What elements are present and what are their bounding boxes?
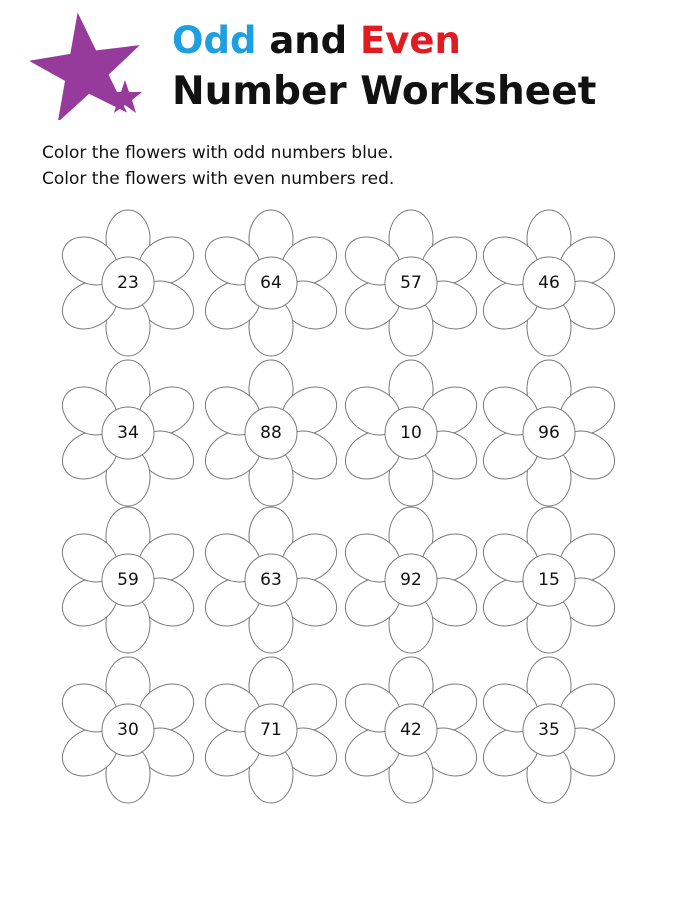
flower[interactable] <box>206 510 336 650</box>
flower-number: 64 <box>260 273 282 293</box>
flower[interactable] <box>63 660 193 800</box>
flower-number: 96 <box>538 423 560 443</box>
flower-number: 92 <box>400 570 422 590</box>
flower[interactable] <box>63 213 193 353</box>
instruction-even: Color the flowers with even numbers red. <box>42 169 395 189</box>
flower-number: 46 <box>538 273 560 293</box>
flower-number: 88 <box>260 423 282 443</box>
title-even-word: Even <box>360 19 461 62</box>
flower-number: 30 <box>117 720 139 740</box>
flower-number: 71 <box>260 720 282 740</box>
flower[interactable] <box>63 363 193 503</box>
flower[interactable] <box>484 510 614 650</box>
flower[interactable] <box>206 363 336 503</box>
flower-number: 10 <box>400 423 422 443</box>
instruction-odd: Color the flowers with odd numbers blue. <box>42 143 394 163</box>
flower[interactable] <box>206 660 336 800</box>
flower[interactable] <box>346 363 476 503</box>
flower-number: 59 <box>117 570 139 590</box>
flower[interactable] <box>484 213 614 353</box>
flower-number: 63 <box>260 570 282 590</box>
title-line-2: Number Worksheet <box>172 69 597 114</box>
flower[interactable] <box>346 660 476 800</box>
flower[interactable] <box>484 660 614 800</box>
flower[interactable] <box>346 510 476 650</box>
flower-number: 34 <box>117 423 139 443</box>
flower-number: 35 <box>538 720 560 740</box>
flower-number: 57 <box>400 273 422 293</box>
flower-number: 42 <box>400 720 422 740</box>
flower[interactable] <box>206 213 336 353</box>
flower[interactable] <box>346 213 476 353</box>
title-odd-word: Odd <box>172 19 257 62</box>
flower[interactable] <box>63 510 193 650</box>
flower[interactable] <box>484 363 614 503</box>
title-and-word: and <box>256 19 360 62</box>
flower-number: 15 <box>538 570 560 590</box>
flower-number: 23 <box>117 273 139 293</box>
